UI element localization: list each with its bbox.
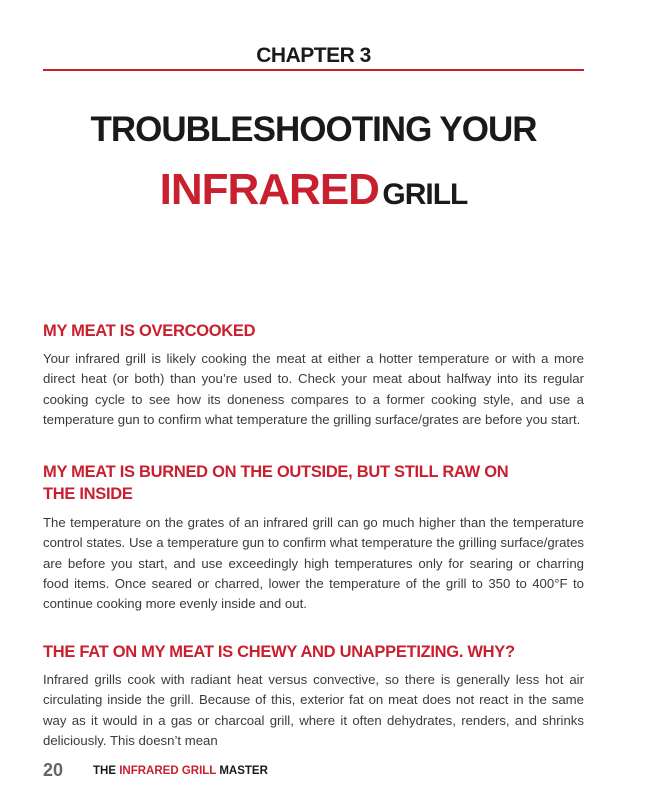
title-line-1: TROUBLESHOOTING YOUR <box>90 110 537 149</box>
section-body: Your infrared grill is likely cooking the meat at either a hotter temperature or with a more direct heat (or both) than you’re used to. Check your meat about halfway into its regular cooking cycle to see how its doneness compares to a former cooking style, and use a temperature gun to confirm what temperature the grilling surface/grates are before you start. <box>43 351 584 427</box>
section-heading: THE FAT ON MY MEAT IS CHEWY AND UNAPPETIZING. WHY? <box>43 643 515 661</box>
title-red-word: INFRARED <box>159 165 379 214</box>
section-heading-line: THE INSIDE <box>43 485 133 503</box>
section-heading: MY MEAT IS OVERCOOKED <box>43 322 256 340</box>
book-title-red: INFRARED GRILL <box>119 765 217 777</box>
book-title-master: MASTER <box>219 765 268 777</box>
page-number: 20 <box>43 760 64 780</box>
section-body: The temperature on the grates of an infrared grill can go much higher than the temperature control states. Use a temperature gun to confirm what temperature the grilling surface/grates are before you start, and use exceedingly high temperatures only for searing or charring food items. Once seared or charred, lower the temperature of the grill to 350 to 400°F to continue cooking more evenly inside and out. <box>43 515 584 612</box>
title-black-word: GRILL <box>382 178 468 211</box>
book-title <box>93 765 268 777</box>
section-body: Infrared grills cook with radiant heat versus convective, so there is generally less hot air circulating inside the grill. Because of this, exterior fat on meat does not react in the same way as it would in a gas or charcoal grill, where it often dehydrates, renders, and shrinks deliciously. This doesn’t mean <box>43 672 584 748</box>
title-line-2 <box>43 160 584 230</box>
page-footer <box>43 760 343 784</box>
section-heading <box>43 461 584 505</box>
section-heading-line: MY MEAT IS BURNED ON THE OUTSIDE, BUT STILL RAW ON <box>43 463 509 481</box>
chapter-label: CHAPTER 3 <box>256 44 371 67</box>
book-title-the: THE <box>93 765 116 777</box>
chapter-divider <box>43 69 584 71</box>
